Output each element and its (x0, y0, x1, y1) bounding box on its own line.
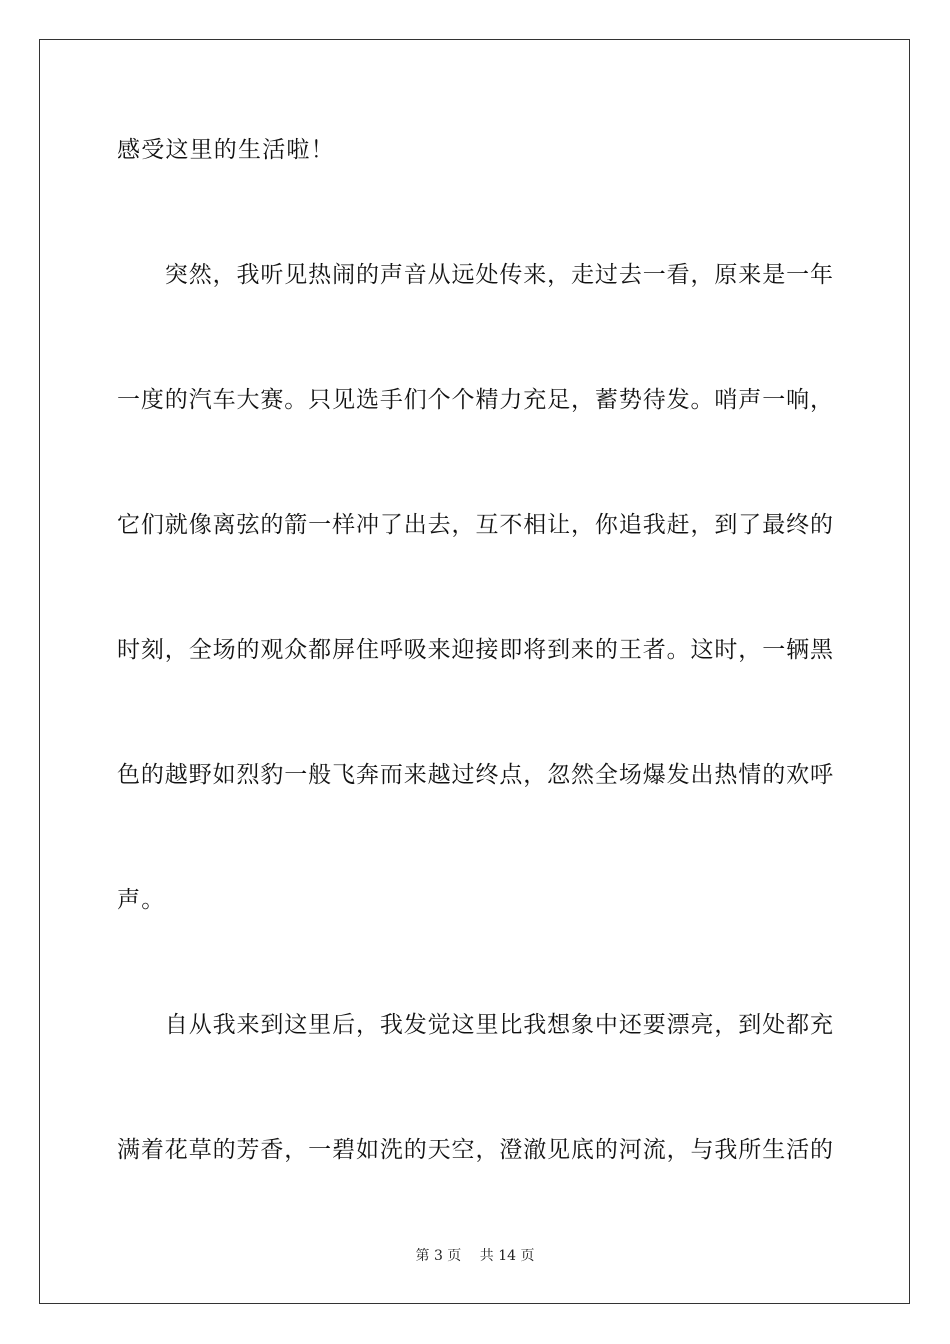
text-line: 它们就像离弦的箭一样冲了出去，互不相让，你追我赶，到了最终的 (117, 512, 833, 538)
text-line: 一度的汽车大赛。只见选手们个个精力充足，蓄势待发。哨声一响， (117, 387, 833, 413)
text-line: 声。 (117, 887, 166, 913)
page-number-footer: 第 3 页 共 14 页 (415, 1248, 535, 1264)
text-line: 自从我来到这里后，我发觉这里比我想象中还要漂亮，到处都充 (117, 1012, 833, 1038)
text-line: 感受这里的生活啦！ (117, 137, 335, 163)
text-line: 时刻，全场的观众都屏住呼吸来迎接即将到来的王者。这时，一辆黑 (117, 637, 833, 663)
page-border (39, 39, 910, 1304)
text-line: 突然，我听见热闹的声音从远处传来，走过去一看，原来是一年 (117, 262, 833, 288)
text-line: 色的越野如烈豹一般飞奔而来越过终点，忽然全场爆发出热情的欢呼 (117, 762, 833, 788)
text-line: 满着花草的芳香，一碧如洗的天空，澄澈见底的河流，与我所生活的 (117, 1137, 833, 1163)
